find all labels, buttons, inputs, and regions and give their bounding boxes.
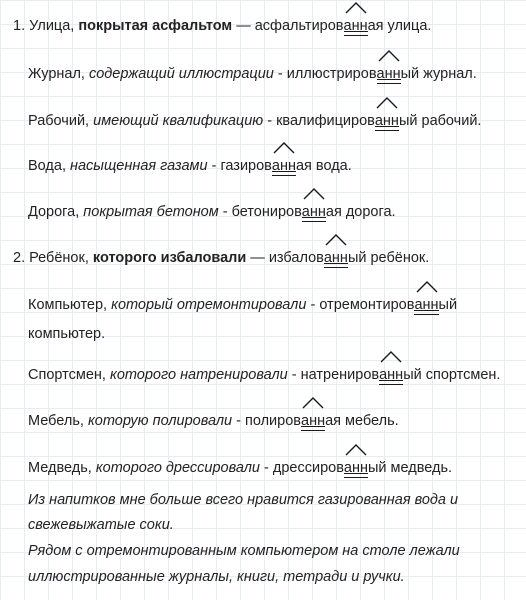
dash: -	[218, 204, 232, 220]
dash: -	[207, 158, 221, 174]
suffix-roof-icon	[378, 50, 400, 62]
item-2	[28, 64, 477, 84]
suffix-mark	[302, 202, 326, 222]
item-6	[13, 248, 429, 268]
double-underline	[302, 217, 326, 222]
participle-ending: ая вода.	[295, 158, 352, 174]
suffix-mark	[375, 111, 399, 131]
noun: Компьютер,	[28, 297, 112, 313]
participle-ending: ый журнал.	[400, 66, 477, 82]
participle-stem: бетониров	[231, 204, 302, 220]
suffix: анн	[379, 367, 404, 383]
suffix: анн	[301, 204, 326, 220]
participle-ending: ый	[438, 297, 458, 313]
suffix-mark	[324, 248, 348, 268]
item-8	[28, 365, 500, 385]
double-underline	[379, 380, 403, 385]
dependent-phrase: которого натренировали	[109, 367, 288, 383]
double-underline	[344, 31, 368, 36]
participle-stem: квалифициров	[276, 113, 375, 129]
noun: Вода,	[28, 158, 70, 174]
sentence-2-line-2: иллюстрированные журналы, книги, тетради и ручки.	[28, 569, 405, 585]
suffix-mark	[272, 156, 296, 176]
suffix-roof-icon	[303, 188, 325, 200]
double-underline	[301, 426, 325, 431]
suffix: анн	[323, 250, 348, 266]
dash: -	[263, 113, 277, 129]
suffix-mark	[379, 365, 403, 385]
participle-stem: дрессиров	[272, 460, 344, 476]
double-underline	[324, 263, 348, 268]
double-underline	[272, 171, 296, 176]
suffix-mark	[344, 16, 368, 36]
participle-stem: газиров	[220, 158, 272, 174]
suffix-mark	[301, 411, 325, 431]
noun: Дорога,	[28, 204, 84, 220]
dash: —	[246, 250, 269, 266]
double-underline	[375, 126, 399, 131]
noun: Улица,	[29, 18, 79, 34]
suffix-mark	[414, 295, 438, 315]
suffix-roof-icon	[325, 234, 347, 246]
dependent-phrase: покрытая бетоном	[83, 204, 219, 220]
item-number: 2.	[13, 250, 26, 266]
dash: -	[287, 367, 301, 383]
dependent-phrase: имеющий квалификацию	[93, 113, 264, 129]
dependent-phrase: покрытая асфальтом	[78, 18, 233, 34]
participle-ending: ая мебель.	[325, 413, 399, 429]
dependent-phrase: насыщенная газами	[70, 158, 208, 174]
dependent-phrase: которого дрессировали	[95, 460, 260, 476]
item-9	[28, 411, 399, 431]
suffix-mark	[377, 64, 401, 84]
suffix: анн	[376, 66, 401, 82]
dependent-phrase: которую полировали	[87, 413, 233, 429]
noun: Ребёнок,	[29, 250, 93, 266]
item-4	[28, 156, 352, 176]
suffix-roof-icon	[376, 97, 398, 109]
dependent-phrase: которого избаловали	[92, 250, 247, 266]
sentence-2-line-1: Рядом с отремонтированным компьютером на столе лежали	[28, 543, 460, 559]
item-3	[28, 111, 481, 131]
dash: -	[232, 413, 245, 429]
suffix-mark	[344, 458, 368, 478]
dependent-phrase: который отремонтировали	[111, 297, 307, 313]
dash: -	[273, 66, 287, 82]
noun: Рабочий,	[28, 113, 94, 129]
item-7	[28, 295, 457, 315]
suffix: анн	[414, 297, 439, 313]
suffix: анн	[301, 413, 326, 429]
noun: Спортсмен,	[28, 367, 110, 383]
suffix-roof-icon	[345, 2, 367, 14]
dash: —	[232, 18, 255, 34]
sentence-1-line-2: свежевыжатые соки.	[28, 517, 174, 533]
participle-stem: отремонтиров	[319, 297, 415, 313]
item-7-wrap: компьютер.	[28, 326, 106, 342]
double-underline	[377, 79, 401, 84]
double-underline	[414, 310, 438, 315]
suffix: анн	[374, 113, 399, 129]
double-underline	[344, 473, 368, 478]
item-5	[28, 202, 396, 222]
participle-stem: асфальтиров	[254, 18, 344, 34]
item-number: 1.	[13, 18, 26, 34]
participle-ending: ая улица.	[367, 18, 432, 34]
dash: -	[306, 297, 320, 313]
participle-ending: ый рабочий.	[398, 113, 482, 129]
participle-stem: избалов	[268, 250, 324, 266]
suffix-roof-icon	[273, 142, 295, 154]
participle-ending: ый спортсмен.	[403, 367, 501, 383]
noun: Медведь,	[28, 460, 96, 476]
suffix-roof-icon	[302, 397, 324, 409]
participle-stem: натрениров	[300, 367, 380, 383]
suffix-roof-icon	[416, 281, 438, 293]
item-10	[28, 458, 452, 478]
suffix-roof-icon	[345, 444, 367, 456]
sentence-1-line-1: Из напитков мне больше всего нравится газированная вода и	[28, 492, 459, 508]
suffix: анн	[343, 18, 368, 34]
participle-ending: ый медведь.	[368, 460, 453, 476]
noun: Мебель,	[28, 413, 88, 429]
item-1	[13, 16, 431, 36]
participle-ending: ая дорога.	[325, 204, 396, 220]
suffix: анн	[271, 158, 296, 174]
participle-ending: ый ребёнок.	[347, 250, 430, 266]
dash: -	[259, 460, 273, 476]
participle-stem: иллюстриров	[286, 66, 377, 82]
suffix-roof-icon	[380, 351, 402, 363]
dependent-phrase: содержащий иллюстрации	[88, 66, 274, 82]
suffix: анн	[343, 460, 368, 476]
noun: Журнал,	[28, 66, 89, 82]
participle-stem: полиров	[245, 413, 301, 429]
